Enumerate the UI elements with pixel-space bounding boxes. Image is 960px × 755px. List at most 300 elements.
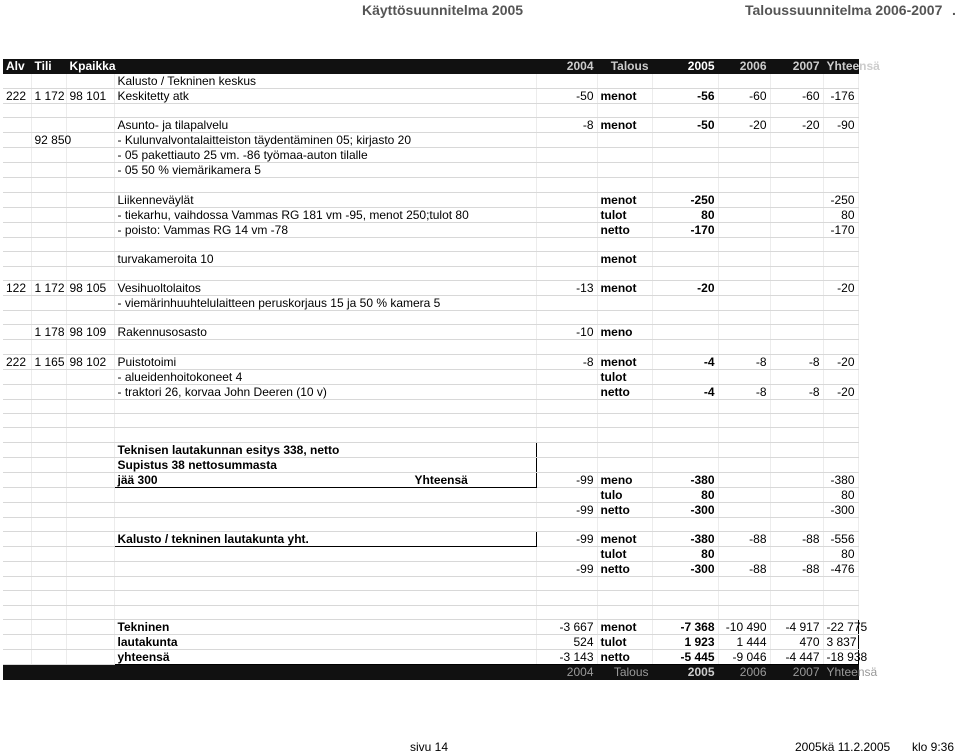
table-cell	[66, 399, 114, 413]
table-cell	[114, 104, 536, 118]
table-cell	[652, 296, 718, 311]
table-cell	[536, 487, 597, 502]
table-cell	[114, 178, 536, 192]
table-cell	[823, 296, 858, 311]
table-cell: jää 300 Yhteensä	[114, 472, 536, 487]
table-cell: -3 143	[536, 649, 597, 664]
table-cell	[114, 605, 536, 619]
table-cell: 1 172	[31, 281, 66, 296]
table-row	[3, 634, 858, 649]
table-cell	[597, 605, 652, 619]
table-row	[3, 340, 858, 354]
table-cell	[66, 163, 114, 178]
table-cell	[536, 369, 597, 384]
table-cell: meno	[597, 325, 652, 340]
table-cell	[3, 576, 31, 590]
table-cell	[770, 325, 823, 340]
table-cell	[718, 222, 770, 237]
table-cell: Liikenneväylät	[114, 192, 536, 207]
table-cell	[770, 399, 823, 413]
table-cell	[114, 591, 536, 605]
table-cell: -380	[652, 472, 718, 487]
table-cell	[3, 399, 31, 413]
table-cell: menot	[597, 251, 652, 266]
table-cell	[597, 163, 652, 178]
table-cell	[823, 340, 858, 354]
table-cell	[66, 178, 114, 192]
table-cell: -60	[770, 89, 823, 104]
table-cell	[3, 531, 31, 546]
table-row	[3, 428, 858, 442]
table-cell	[770, 237, 823, 251]
table-cell	[66, 487, 114, 502]
table-cell	[3, 133, 31, 148]
table-cell	[536, 472, 597, 487]
table-cell	[3, 266, 31, 280]
table-cell	[66, 517, 114, 531]
table-cell: tulot	[597, 634, 652, 649]
table-row	[3, 222, 858, 237]
table-cell: 80	[823, 546, 858, 561]
table-row	[3, 399, 858, 413]
table-cell	[718, 104, 770, 118]
table-cell	[536, 266, 597, 280]
table-cell	[536, 163, 597, 178]
table-cell	[66, 576, 114, 590]
table-cell	[652, 591, 718, 605]
column-header: Yhteensä	[823, 59, 858, 74]
table-cell	[597, 399, 652, 413]
table-cell	[823, 591, 858, 605]
table-cell: -7 368	[652, 619, 718, 634]
table-cell	[66, 207, 114, 222]
table-cell: -250	[823, 192, 858, 207]
table-cell: -3 667	[536, 619, 597, 634]
table-cell	[3, 104, 31, 118]
table-cell	[536, 442, 597, 457]
table-cell	[718, 311, 770, 325]
table-cell	[3, 591, 31, 605]
table-cell	[652, 576, 718, 590]
table-cell: -380	[823, 472, 858, 487]
table-cell	[823, 399, 858, 413]
table-row	[3, 442, 858, 457]
table-cell	[114, 561, 536, 576]
table-cell	[3, 163, 31, 178]
table-cell	[31, 148, 66, 163]
table-cell	[31, 576, 66, 590]
table-cell	[718, 442, 770, 457]
table-cell	[31, 237, 66, 251]
table-cell	[31, 561, 66, 576]
table-row	[3, 561, 858, 576]
table-cell	[31, 384, 66, 399]
table-cell: Teknisen lautakunnan esitys 338, netto	[114, 442, 536, 457]
table-cell	[31, 118, 66, 133]
table-cell	[823, 237, 858, 251]
table-cell	[536, 148, 597, 163]
table-cell	[66, 384, 114, 399]
table-cell	[66, 414, 114, 428]
table-cell: 1 444	[718, 634, 770, 649]
table-cell: menot	[597, 192, 652, 207]
column-header: 2006	[718, 59, 770, 74]
table-cell	[31, 546, 66, 561]
table-cell	[718, 414, 770, 428]
table-cell: -99	[536, 502, 597, 517]
table-cell	[770, 502, 823, 517]
column-header: Talous	[597, 59, 652, 74]
footer-column-label	[66, 664, 114, 679]
table-cell: Puistotoimi	[114, 354, 536, 369]
table-cell: menot	[597, 619, 652, 634]
table-cell	[770, 369, 823, 384]
table-cell: netto	[597, 649, 652, 664]
table-cell	[597, 576, 652, 590]
table-cell: 80	[823, 207, 858, 222]
table-row	[3, 605, 858, 619]
table-cell	[31, 251, 66, 266]
table-cell	[3, 649, 31, 664]
table-cell	[3, 384, 31, 399]
table-cell	[718, 472, 770, 487]
table-cell	[652, 74, 718, 89]
table-cell	[823, 442, 858, 457]
table-row	[3, 502, 858, 517]
table-cell	[597, 178, 652, 192]
table-cell: -8	[718, 384, 770, 399]
table-cell	[770, 74, 823, 89]
table-cell	[770, 207, 823, 222]
table-cell: 3 837	[823, 634, 858, 649]
table-cell	[718, 605, 770, 619]
table-cell	[823, 311, 858, 325]
table-cell	[823, 414, 858, 428]
table-cell: -88	[718, 561, 770, 576]
table-cell: netto	[597, 222, 652, 237]
table-cell	[3, 237, 31, 251]
table-cell	[31, 531, 66, 546]
table-cell	[66, 237, 114, 251]
table-cell: -50	[652, 118, 718, 133]
table-cell	[597, 457, 652, 472]
table-cell	[718, 546, 770, 561]
table-row	[3, 133, 858, 148]
table-cell	[718, 428, 770, 442]
table-cell	[823, 104, 858, 118]
table-cell: - poisto: Vammas RG 14 vm -78	[114, 222, 536, 237]
column-header: 2005	[652, 59, 718, 74]
table-cell	[3, 325, 31, 340]
footer-column-label: 2004	[536, 664, 597, 679]
table-cell	[66, 118, 114, 133]
table-row	[3, 649, 858, 664]
table-row	[3, 178, 858, 192]
table-cell	[652, 325, 718, 340]
table-cell	[31, 457, 66, 472]
table-cell	[66, 472, 114, 487]
table-cell	[536, 340, 597, 354]
column-header: Kpaikka	[66, 59, 114, 74]
table-cell	[66, 104, 114, 118]
table-cell: 222	[3, 354, 31, 369]
table-cell	[718, 148, 770, 163]
table-cell	[3, 178, 31, 192]
table-row	[3, 192, 858, 207]
table-cell: -20	[823, 354, 858, 369]
table-cell	[536, 414, 597, 428]
table-cell	[536, 546, 597, 561]
column-header: 2004	[536, 59, 597, 74]
footer-column-label	[114, 664, 536, 679]
table-cell	[3, 634, 31, 649]
table-cell	[770, 296, 823, 311]
table-cell	[536, 251, 597, 266]
table-cell: - 05 50 % viemärikamera 5	[114, 163, 536, 178]
table-cell	[31, 222, 66, 237]
table-cell	[770, 281, 823, 296]
column-header	[114, 59, 536, 74]
table-cell: -250	[652, 192, 718, 207]
table-cell: -4 447	[770, 649, 823, 664]
table-cell	[652, 104, 718, 118]
table-cell	[66, 502, 114, 517]
table-row	[3, 163, 858, 178]
yhteensa-value: -99	[576, 472, 594, 487]
table-cell	[718, 517, 770, 531]
table-cell	[31, 207, 66, 222]
table-cell	[597, 340, 652, 354]
table-cell	[3, 192, 31, 207]
table-cell	[31, 442, 66, 457]
table-cell	[31, 296, 66, 311]
table-cell	[536, 296, 597, 311]
table-cell: -176	[823, 89, 858, 104]
table-cell	[770, 251, 823, 266]
table-cell	[3, 414, 31, 428]
table-cell	[823, 178, 858, 192]
table-cell	[3, 340, 31, 354]
table-cell	[718, 266, 770, 280]
table-cell: Asunto- ja tilapalvelu	[114, 118, 536, 133]
table-cell	[536, 457, 597, 472]
table-cell	[536, 605, 597, 619]
table-cell: 98 105	[66, 281, 114, 296]
table-cell: -99	[536, 561, 597, 576]
table-cell	[31, 340, 66, 354]
table-cell: -22 775	[823, 619, 858, 634]
table-cell	[718, 192, 770, 207]
table-cell	[66, 442, 114, 457]
table-cell: -56	[652, 89, 718, 104]
table-cell	[66, 192, 114, 207]
footer-column-label: 2007	[770, 664, 823, 679]
table-row	[3, 354, 858, 369]
table-cell	[770, 414, 823, 428]
table-cell	[718, 296, 770, 311]
table-cell: -4	[652, 384, 718, 399]
table-cell	[31, 163, 66, 178]
table-cell	[652, 340, 718, 354]
table-cell	[536, 591, 597, 605]
column-header: Alv	[3, 59, 31, 74]
table-cell: turvakameroita 10	[114, 251, 536, 266]
table-cell	[3, 605, 31, 619]
table-cell	[718, 325, 770, 340]
yhteensa-label: Yhteensä	[414, 472, 468, 487]
table-cell	[770, 546, 823, 561]
table-cell	[823, 576, 858, 590]
table-cell: -8	[718, 354, 770, 369]
table-cell	[597, 148, 652, 163]
table-row	[3, 591, 858, 605]
table-cell: 1 165	[31, 354, 66, 369]
table-cell: - viemärinhuuhtelulaitteen peruskorjaus 15 ja 50 % kamera 5	[114, 296, 536, 311]
table-row	[3, 472, 858, 487]
table-header-row	[3, 59, 858, 74]
table-cell	[3, 311, 31, 325]
table-cell: -50	[536, 89, 597, 104]
table-cell	[536, 104, 597, 118]
table-cell	[770, 517, 823, 531]
table-cell	[770, 605, 823, 619]
table-cell	[597, 296, 652, 311]
table-cell: 1 923	[652, 634, 718, 649]
table-cell	[770, 178, 823, 192]
table-cell	[31, 192, 66, 207]
table-cell	[66, 369, 114, 384]
table-cell	[3, 428, 31, 442]
table-cell	[597, 133, 652, 148]
table-cell	[718, 207, 770, 222]
table-cell: -8	[536, 118, 597, 133]
table-cell	[823, 251, 858, 266]
table-cell: tulot	[597, 546, 652, 561]
table-cell: -13	[536, 281, 597, 296]
table-cell: 98 101	[66, 89, 114, 104]
table-cell	[823, 163, 858, 178]
table-cell: Kalusto / tekninen lautakunta yht.	[114, 531, 536, 546]
table-cell: -8	[536, 354, 597, 369]
table-cell	[66, 428, 114, 442]
table-cell: 80	[652, 207, 718, 222]
table-cell	[66, 222, 114, 237]
table-cell	[31, 414, 66, 428]
table-cell	[114, 340, 536, 354]
table-cell	[597, 104, 652, 118]
table-cell: -88	[770, 561, 823, 576]
table-cell	[31, 634, 66, 649]
table-cell	[66, 591, 114, 605]
table-row	[3, 148, 858, 163]
table-cell	[770, 472, 823, 487]
table-cell	[31, 74, 66, 89]
table-cell	[66, 561, 114, 576]
table-cell	[823, 325, 858, 340]
table-cell	[652, 517, 718, 531]
table-cell: -170	[823, 222, 858, 237]
table-cell	[718, 502, 770, 517]
table-cell	[3, 74, 31, 89]
table-cell: tulot	[597, 369, 652, 384]
table-row	[3, 325, 858, 340]
table-row	[3, 104, 858, 118]
table-cell: -300	[652, 561, 718, 576]
table-cell	[66, 148, 114, 163]
table-cell: 98 102	[66, 354, 114, 369]
table-cell	[3, 561, 31, 576]
table-cell: -8	[770, 384, 823, 399]
table-cell	[114, 576, 536, 590]
table-cell: 92 850	[31, 133, 66, 148]
table-cell	[66, 266, 114, 280]
table-cell: menot	[597, 281, 652, 296]
table-cell	[31, 649, 66, 664]
footer-column-label	[3, 664, 31, 679]
table-cell	[597, 266, 652, 280]
table-cell	[823, 428, 858, 442]
table-cell	[536, 399, 597, 413]
footer-column-label	[31, 664, 66, 679]
table-cell	[718, 487, 770, 502]
table-cell	[770, 487, 823, 502]
table-cell	[536, 576, 597, 590]
table-cell	[823, 457, 858, 472]
table-cell	[536, 517, 597, 531]
table-cell	[770, 222, 823, 237]
table-cell	[114, 414, 536, 428]
table-cell	[823, 266, 858, 280]
table-cell	[31, 605, 66, 619]
footer-column-label: Talous	[597, 664, 652, 679]
table-cell	[770, 428, 823, 442]
table-cell	[536, 207, 597, 222]
table-cell	[66, 251, 114, 266]
table-cell: 222	[3, 89, 31, 104]
print-date: 2005kä 11.2.2005	[795, 740, 891, 754]
table-cell	[536, 222, 597, 237]
table-cell: 1 178	[31, 325, 66, 340]
table-cell	[3, 517, 31, 531]
table-cell	[597, 442, 652, 457]
table-cell: menot	[597, 118, 652, 133]
table-cell: Kalusto / Tekninen keskus	[114, 74, 536, 89]
table-cell: 80	[652, 487, 718, 502]
table-cell	[31, 104, 66, 118]
table-cell	[652, 399, 718, 413]
table-cell	[823, 148, 858, 163]
table-cell	[31, 178, 66, 192]
table-cell	[66, 296, 114, 311]
table-cell	[718, 457, 770, 472]
table-cell	[3, 487, 31, 502]
table-cell	[31, 369, 66, 384]
table-cell: meno	[597, 472, 652, 487]
table-cell: -380	[652, 531, 718, 546]
table-cell	[652, 178, 718, 192]
table-cell	[718, 399, 770, 413]
table-cell	[114, 311, 536, 325]
table-cell	[66, 311, 114, 325]
table-row	[3, 414, 858, 428]
table-cell	[536, 133, 597, 148]
table-cell: 80	[823, 487, 858, 502]
table-cell: -88	[770, 531, 823, 546]
table-cell	[770, 591, 823, 605]
table-cell	[3, 296, 31, 311]
table-cell	[652, 266, 718, 280]
table-row	[3, 619, 858, 634]
